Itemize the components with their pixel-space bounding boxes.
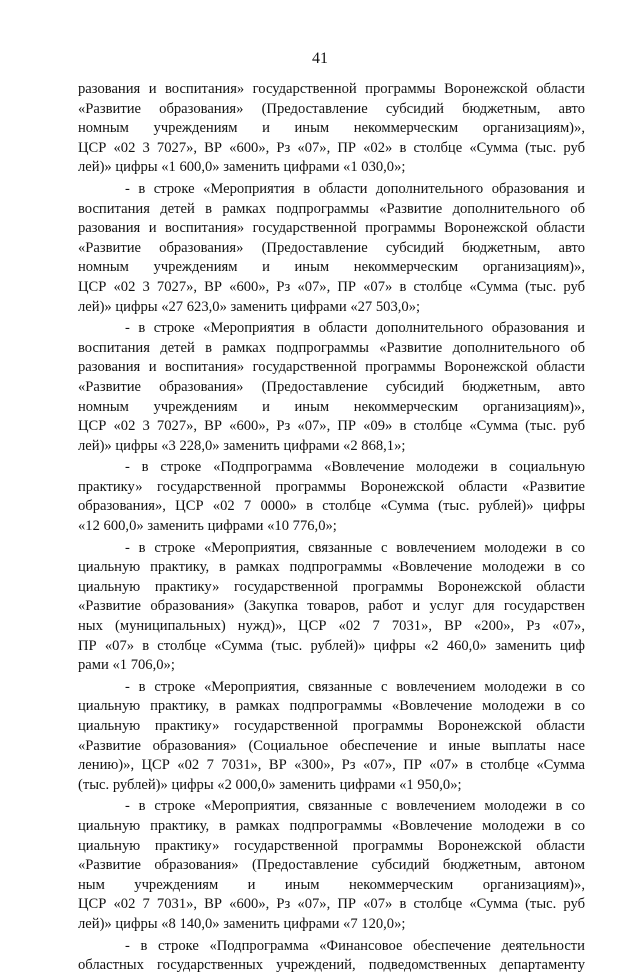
text-line: «Развитие образования» (Закупка товаров, работ и услуг для государствен xyxy=(78,598,585,615)
text-line: «Развитие образования» (Социальное обеспечение и иные выплаты насе xyxy=(78,737,585,754)
text-line: рами «1 706,0»; xyxy=(78,657,175,674)
paragraph xyxy=(78,937,585,976)
text-line: ПР «07» в столбце «Сумма (тыс. рублей)» цифры «2 460,0» заменить циф xyxy=(78,637,585,654)
text-line: лей)» цифры «8 140,0» заменить цифрами «7 120,0»; xyxy=(78,915,406,932)
paragraph xyxy=(78,80,585,178)
text-line: образования», ЦСР «02 7 0000» в столбце «Сумма (тыс. рублей)» цифры xyxy=(78,498,585,515)
text-line: ным учреждениям и иным некоммерческим организациям)», xyxy=(78,876,585,893)
text-line: - в строке «Мероприятия, связанные с вовлечением молодежи в со xyxy=(125,798,585,815)
text-line: - в строке «Мероприятия, связанные с вовлечением молодежи в со xyxy=(125,678,585,695)
text-line: циальную практику, в рамках подпрограммы «Вовлечение молодежи в со xyxy=(78,817,585,834)
text-line: - в строке «Подпрограмма «Финансовое обеспечение деятельности xyxy=(125,937,585,954)
text-line: циальную практику» государственной программы Воронежской области xyxy=(78,837,585,854)
text-line: - в строке «Мероприятия в области дополнительного образования и xyxy=(125,320,585,337)
text-line: «Развитие образования» (Предоставление субсидий бюджетным, авто xyxy=(78,239,585,256)
text-line: разования и воспитания» государственной программы Воронежской области xyxy=(78,220,585,237)
text-line: циальную практику» государственной программы Воронежской области xyxy=(78,578,585,595)
text-line: ЦСР «02 3 7027», ВР «600», Рз «07», ПР «07» в столбце «Сумма (тыс. руб xyxy=(78,278,585,295)
text-line: воспитания детей в рамках подпрограммы «Развитие дополнительного об xyxy=(78,200,585,217)
text-line: ЦСР «02 7 7031», ВР «600», Рз «07», ПР «07» в столбце «Сумма (тыс. руб xyxy=(78,896,585,913)
text-line: - в строке «Подпрограмма «Вовлечение молодежи в социальную xyxy=(125,459,585,476)
document-body xyxy=(78,80,585,976)
text-line: областных государственных учреждений, подведомственных департаменту xyxy=(78,957,585,974)
text-line: номным учреждениям и иным некоммерческим организациям)», xyxy=(78,120,585,137)
text-line: лению)», ЦСР «02 7 7031», ВР «300», Рз «07», ПР «07» в столбце «Сумма xyxy=(78,757,585,774)
paragraph xyxy=(78,678,585,796)
text-line: лей)» цифры «3 228,0» заменить цифрами «2 868,1»; xyxy=(78,437,406,454)
text-line: «Развитие образования» (Предоставление субсидий бюджетным, авто xyxy=(78,378,585,395)
text-line: (тыс. рублей)» цифры «2 000,0» заменить цифрами «1 950,0»; xyxy=(78,776,462,793)
text-line: ЦСР «02 3 7027», ВР «600», Рз «07», ПР «02» в столбце «Сумма (тыс. руб xyxy=(78,139,585,156)
text-line: ных (муниципальных) нужд)», ЦСР «02 7 7031», ВР «200», Рз «07», xyxy=(78,618,585,635)
paragraph xyxy=(78,180,585,317)
text-line: «12 600,0» заменить цифрами «10 776,0»; xyxy=(78,518,337,535)
text-line: разования и воспитания» государственной программы Воронежской области xyxy=(78,81,585,97)
text-line: «Развитие образования» (Предоставление субсидий бюджетным, авто xyxy=(78,100,585,117)
page-number: 41 xyxy=(312,50,328,67)
text-line: циальную практику, в рамках подпрограммы «Вовлечение молодежи в со xyxy=(78,559,585,576)
paragraph xyxy=(78,539,585,676)
text-line: ЦСР «02 3 7027», ВР «600», Рз «07», ПР «09» в столбце «Сумма (тыс. руб xyxy=(78,418,585,435)
text-line: лей)» цифры «1 600,0» заменить цифрами «1 030,0»; xyxy=(78,159,406,176)
paragraph xyxy=(78,458,585,536)
paragraph xyxy=(78,319,585,456)
text-line: циальную практику» государственной программы Воронежской области xyxy=(78,718,585,734)
text-line: «Развитие образования» (Предоставление субсидий бюджетным, автоном xyxy=(78,857,585,874)
text-line: циальную практику, в рамках подпрограммы «Вовлечение молодежи в со xyxy=(78,698,585,715)
text-line: номным учреждениям и иным некоммерческим организациям)», xyxy=(78,259,585,276)
text-line: разования и воспитания» государственной программы Воронежской области xyxy=(78,359,585,376)
text-line: - в строке «Мероприятия, связанные с вовлечением молодежи в со xyxy=(125,539,585,556)
text-line: номным учреждениям и иным некоммерческим организациям)», xyxy=(78,398,585,415)
text-line: лей)» цифры «27 623,0» заменить цифрами «27 503,0»; xyxy=(78,298,421,315)
text-line: практику» государственной программы Воронежской области «Развитие xyxy=(78,478,585,495)
paragraph xyxy=(78,797,585,934)
text-line: - в строке «Мероприятия в области дополнительного образования и xyxy=(125,180,585,197)
text-line: воспитания детей в рамках подпрограммы «Развитие дополнительного об xyxy=(78,339,585,356)
